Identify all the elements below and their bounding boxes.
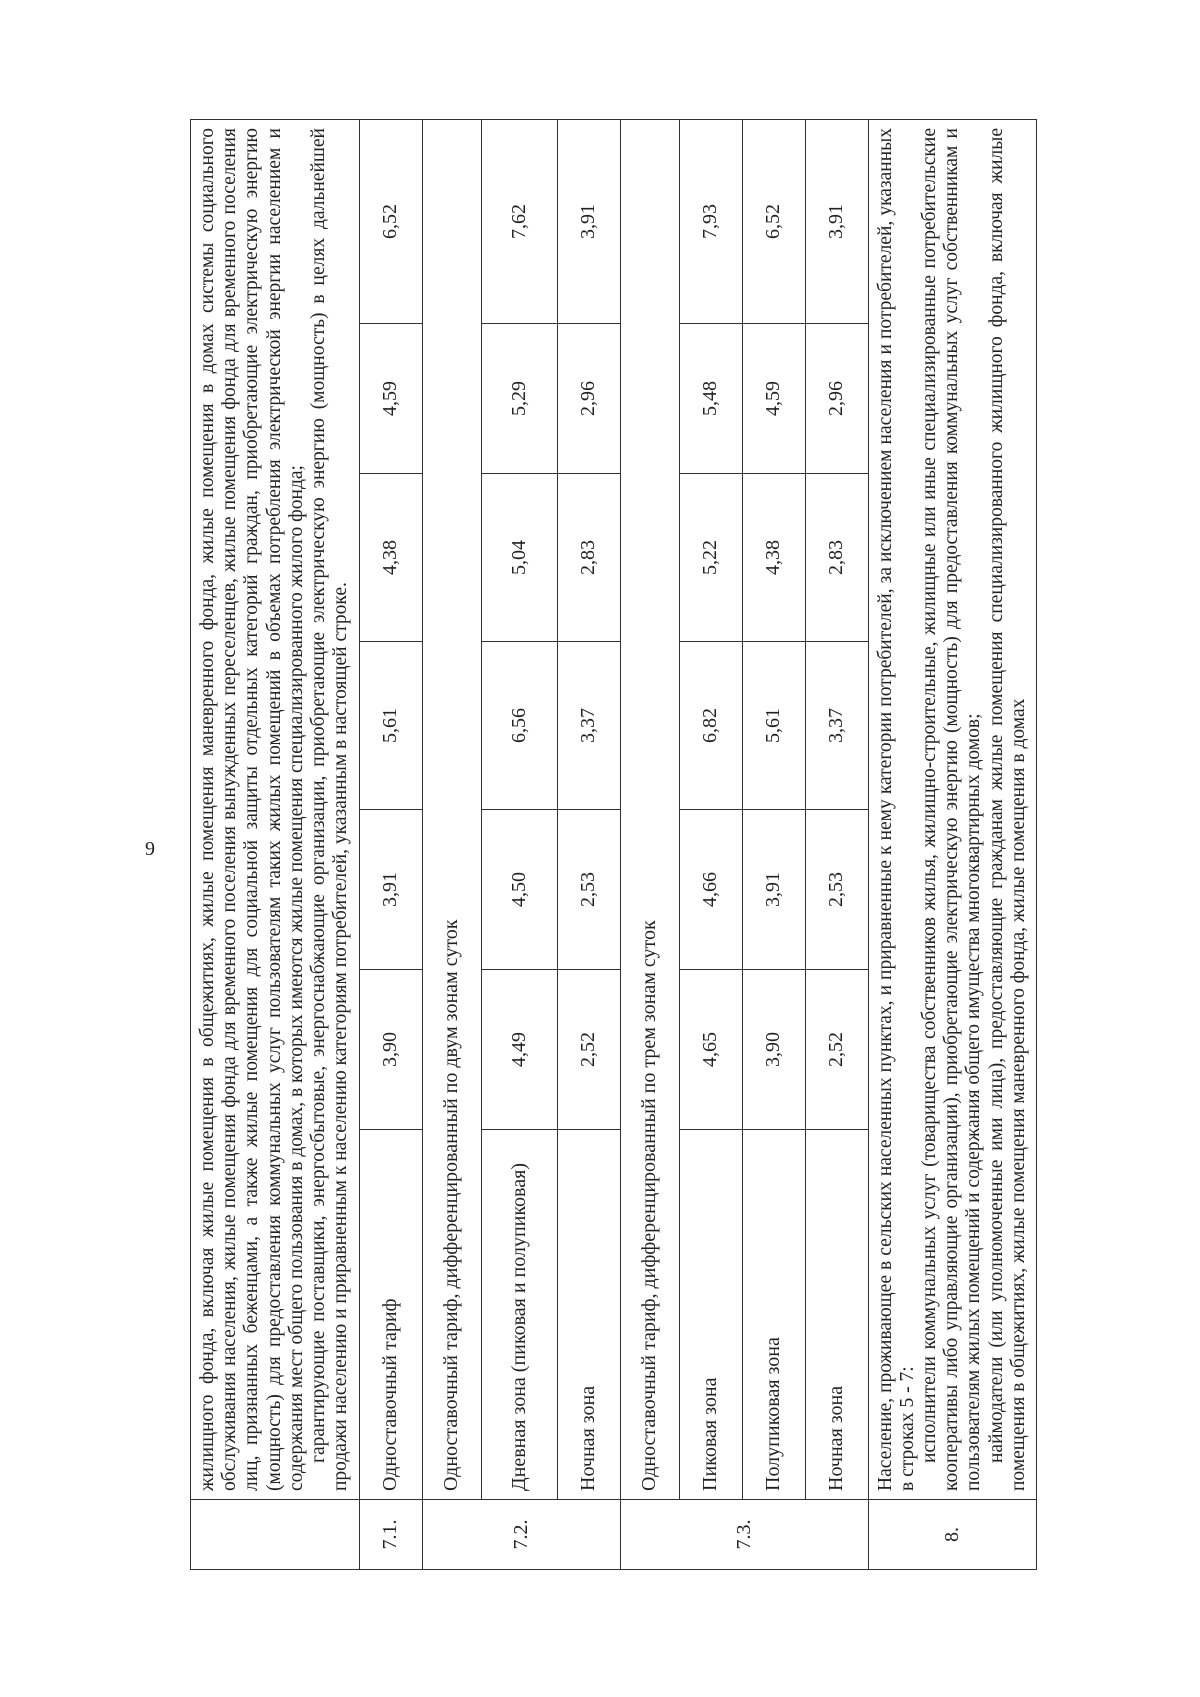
row-label: Дневная зона (пиковая и полупиковая) bbox=[481, 1130, 557, 1500]
tariff-value: 7,62 bbox=[481, 120, 557, 324]
tariff-value: 3,91 bbox=[805, 120, 868, 324]
tariff-value: 2,96 bbox=[557, 324, 620, 474]
tariff-value: 4,59 bbox=[359, 324, 422, 474]
tariff-value: 4,38 bbox=[742, 474, 805, 642]
tariff-value: 6,52 bbox=[742, 120, 805, 324]
rotated-page-content bbox=[190, 0, 1200, 1690]
tariff-value: 2,53 bbox=[557, 810, 620, 970]
row8-text-cell bbox=[868, 120, 1037, 1500]
row-label: Пиковая зона bbox=[679, 1130, 742, 1500]
row8-paragraph: наймодатели (или уполномоченные ими лица), предоставляющие гражданам жилые помещения специализированного жилищного фонда, включая жилые помещения в общежитиях, жилые помещения маневренного фонда, жилые помещения в домах bbox=[985, 128, 1029, 1491]
tariff-value: 3,91 bbox=[557, 120, 620, 324]
tariff-value: 2,83 bbox=[805, 474, 868, 642]
row8-paragraph: Население, проживающее в сельских населенных пунктах, и приравненные к нему категории потребителей, за исключением населения и потребителей, указанных в строках 5 - 7: bbox=[874, 128, 918, 1491]
table-row-8 bbox=[868, 120, 1037, 1570]
tariff-value: 5,61 bbox=[742, 642, 805, 810]
tariff-value: 4,50 bbox=[481, 810, 557, 970]
tariff-value: 7,93 bbox=[679, 120, 742, 324]
tariff-value: 4,49 bbox=[481, 970, 557, 1130]
tariff-value: 5,04 bbox=[481, 474, 557, 642]
tariff-value: 3,37 bbox=[557, 642, 620, 810]
row-number: 7.1. bbox=[359, 1500, 422, 1570]
row-number: 8. bbox=[868, 1500, 1037, 1570]
tariff-value: 3,90 bbox=[359, 970, 422, 1130]
tariff-value: 2,52 bbox=[805, 970, 868, 1130]
tariff-value: 2,53 bbox=[805, 810, 868, 970]
table-row bbox=[742, 120, 805, 1570]
row-number: 7.2. bbox=[422, 1500, 620, 1570]
tariff-value: 5,29 bbox=[481, 324, 557, 474]
row-label: Ночная зона bbox=[805, 1130, 868, 1500]
tariff-value: 2,96 bbox=[805, 324, 868, 474]
tariff-value: 3,37 bbox=[805, 642, 868, 810]
table-row-group-header bbox=[422, 120, 481, 1570]
row-number bbox=[191, 1500, 360, 1570]
tariff-value: 3,90 bbox=[742, 970, 805, 1130]
tariff-value: 5,22 bbox=[679, 474, 742, 642]
row-number: 7.3. bbox=[620, 1500, 868, 1570]
row8-paragraph: исполнители коммунальных услуг (товарищества собственников жилья, жилищно-строительные, жилищные или иные специализированные потребительские кооперативы либо управляющие организации), приобретающие электрическую энергию (мощность) для предоставления коммунальных услуг собственникам и пользователям жилых помещений и содержания общего имущества многоквартирных домов; bbox=[918, 128, 985, 1491]
group-header: Одноставочный тариф, дифференцированный по трем зонам суток bbox=[620, 120, 679, 1500]
row-label: Одноставочный тариф bbox=[359, 1130, 422, 1500]
table-row-group-header bbox=[620, 120, 679, 1570]
tariff-value: 3,91 bbox=[742, 810, 805, 970]
group-header: Одноставочный тариф, дифференцированный по двум зонам суток bbox=[422, 120, 481, 1500]
table-row bbox=[557, 120, 620, 1570]
tariff-value: 4,66 bbox=[679, 810, 742, 970]
tariff-value: 4,65 bbox=[679, 970, 742, 1130]
table-row bbox=[481, 120, 557, 1570]
table-row-intro bbox=[191, 120, 360, 1570]
row-label: Полупиковая зона bbox=[742, 1130, 805, 1500]
page-number: 9 bbox=[145, 838, 155, 860]
intro-text-cell bbox=[191, 120, 360, 1500]
intro-paragraph: гарантирующие поставщики, энергосбытовые, энергоснабжающие организации, приобретающие электрическую энергию (мощность) в целях дальнейшей продажи населению и приравненным к населению категориям потребителей, указанным в настоящей строке. bbox=[308, 128, 352, 1491]
table-row bbox=[359, 120, 422, 1570]
row-label: Ночная зона bbox=[557, 1130, 620, 1500]
intro-paragraph: жилищного фонда, включая жилые помещения в общежитиях, жилые помещения маневренного фонда, жилые помещения в домах системы социального обслуживания населения, жилые помещения фонда для временного поселения вынужденных переселенцев, жилые помещения фонда для временного поселения лиц, признанных беженцами, а также жилые помещения для социальной защиты отдельных категорий граждан, приобретающие электрическую энергию (мощность) для предоставления коммунальных услуг пользователям таких жилых помещений в объемах потребления электрической энергии населением и содержания мест общего пользования в домах, в которых имеются жилые помещения специализированного жилого фонда; bbox=[197, 128, 307, 1491]
tariff-value: 4,38 bbox=[359, 474, 422, 642]
tariff-value: 6,82 bbox=[679, 642, 742, 810]
table-row bbox=[805, 120, 868, 1570]
tariff-value: 2,52 bbox=[557, 970, 620, 1130]
tariff-table bbox=[190, 119, 1037, 1570]
tariff-value: 3,91 bbox=[359, 810, 422, 970]
tariff-value: 6,56 bbox=[481, 642, 557, 810]
table-row bbox=[679, 120, 742, 1570]
tariff-value: 5,48 bbox=[679, 324, 742, 474]
tariff-value: 6,52 bbox=[359, 120, 422, 324]
tariff-value: 4,59 bbox=[742, 324, 805, 474]
tariff-value: 5,61 bbox=[359, 642, 422, 810]
tariff-value: 2,83 bbox=[557, 474, 620, 642]
